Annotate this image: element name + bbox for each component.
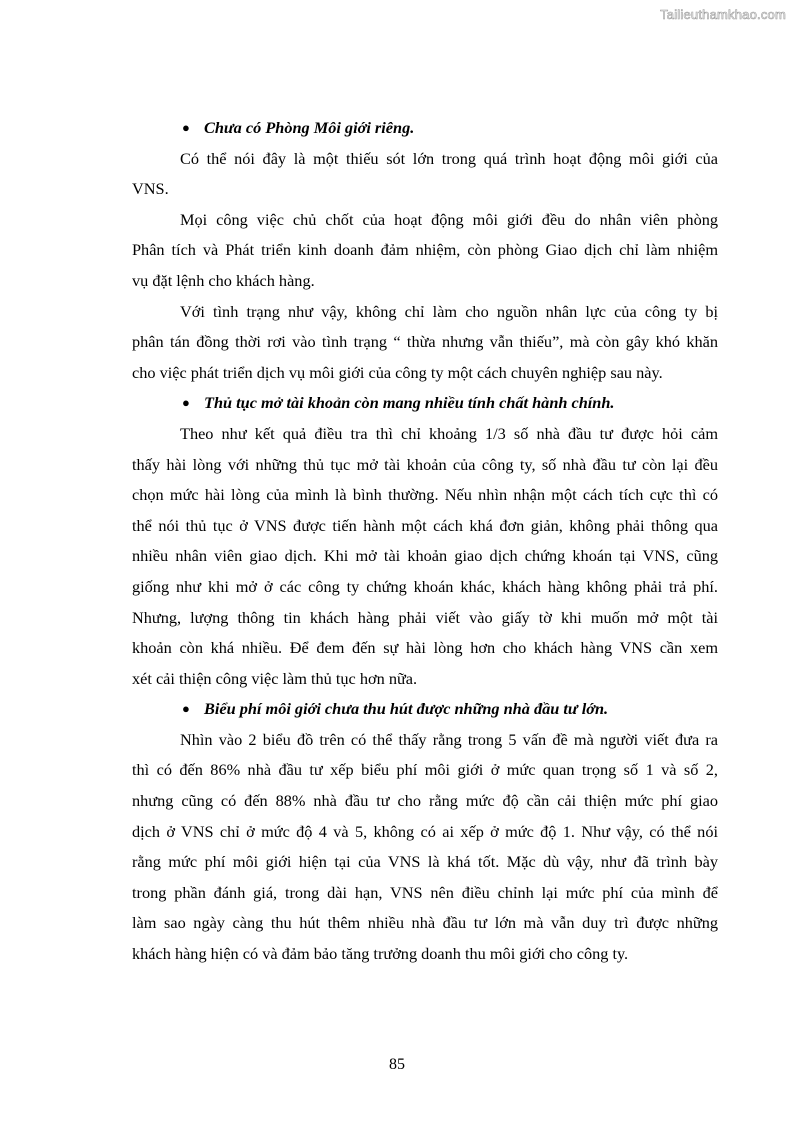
page-number: 85 [389, 1056, 405, 1073]
bullet-icon: ● [182, 120, 190, 135]
paragraph-line: VNS. [132, 179, 169, 199]
heading-text: Biểu phí môi giới chưa thu hút được những nhà đầu tư lớn. [204, 699, 609, 719]
paragraph-line: nhưng cũng có đến 88% nhà đầu tư cho rằng mức độ cần cải thiện mức phí giao [132, 791, 718, 811]
paragraph-line: làm sao ngày càng thu hút thêm nhiều nhà đầu tư lớn mà vẫn duy trì được những [132, 913, 718, 933]
bullet-icon: ● [182, 701, 190, 717]
paragraph-line: thấy hài lòng với những thủ tục mở tài khoản của công ty, số nhà đầu tư còn lại đều [132, 454, 718, 474]
paragraph-line: vụ đặt lệnh cho khách hàng. [132, 270, 315, 290]
paragraph-line: Có thể nói đây là một thiếu sót lớn trong quá trình hoạt động môi giới của [180, 148, 718, 168]
paragraph-line: trong phần đánh giá, trong dài hạn, VNS nên điều chỉnh lại mức phí của mình để [132, 882, 718, 902]
heading-text: Thủ tục mở tài khoản còn mang nhiều tính chất hành chính. [204, 393, 615, 413]
paragraph-line: dịch ở VNS chỉ ở mức độ 4 và 5, không có ai xếp ở mức độ 1. Như vậy, có thể nói [132, 821, 718, 841]
watermark-text: Tailieuthamkhao.com [660, 7, 786, 22]
paragraph-line: khoản còn khá nhiều. Để đem đến sự hài lòng hơn cho khách hàng VNS cần xem [132, 638, 718, 658]
bullet-heading-1 [132, 113, 718, 144]
bullet-heading-3 [132, 694, 718, 725]
paragraph-line: Với tình trạng như vậy, không chỉ làm cho nguồn nhân lực của công ty bị [180, 301, 718, 321]
paragraph-line: phân tán đồng thời rơi vào tình trạng “ thừa nhưng vẫn thiếu”, mà còn gây khó khăn [132, 332, 718, 352]
paragraph-line: nhiều nhân viên giao dịch. Khi mở tài khoản giao dịch chứng khoán tại VNS, cũng [132, 546, 718, 566]
bullet-heading-2 [132, 388, 718, 419]
heading-text: Chưa có Phòng Môi giới riêng. [204, 118, 415, 137]
paragraph-line: Nhìn vào 2 biểu đồ trên có thể thấy rằng trong 5 vấn đề mà người viết đưa ra [180, 729, 718, 749]
paragraph-line: Mọi công việc chủ chốt của hoạt động môi giới đều do nhân viên phòng [180, 209, 718, 229]
paragraph-line: chọn mức hài lòng của mình là bình thường. Nếu nhìn nhận một cách tích cực thì có [132, 485, 718, 505]
paragraph-line: giống như khi mở ở các công ty chứng khoán khác, khách hàng không phải trả phí. [132, 576, 718, 596]
document-body [132, 113, 718, 970]
paragraph-line: Theo như kết quả điều tra thì chỉ khoảng 1/3 số nhà đầu tư được hỏi cảm [180, 423, 718, 443]
paragraph-line: thì có đến 86% nhà đầu tư xếp biểu phí môi giới ở mức quan trọng số 1 và số 2, [132, 760, 718, 780]
paragraph-line: thể nói thủ tục ở VNS được tiến hành một cách khá đơn giản, không phải thông qua [132, 515, 718, 535]
paragraph-line: cho việc phát triển dịch vụ môi giới của công ty một cách chuyên nghiệp sau này. [132, 362, 663, 382]
paragraph-line: xét cải thiện công việc làm thủ tục hơn nữa. [132, 668, 418, 688]
paragraph-line: Nhưng, lượng thông tin khách hàng phải viết vào giấy tờ khi muốn mở một tài [132, 607, 718, 627]
paragraph-line: rằng mức phí môi giới hiện tại của VNS là khá tốt. Mặc dù vậy, như đã trình bày [132, 852, 718, 872]
paragraph-line: Phân tích và Phát triển kinh doanh đảm nhiệm, còn phòng Giao dịch chỉ làm nhiệm [132, 240, 718, 260]
bullet-icon: ● [182, 395, 190, 411]
paragraph-line: khách hàng hiện có và đảm bảo tăng trưởng doanh thu môi giới cho công ty. [132, 944, 629, 964]
